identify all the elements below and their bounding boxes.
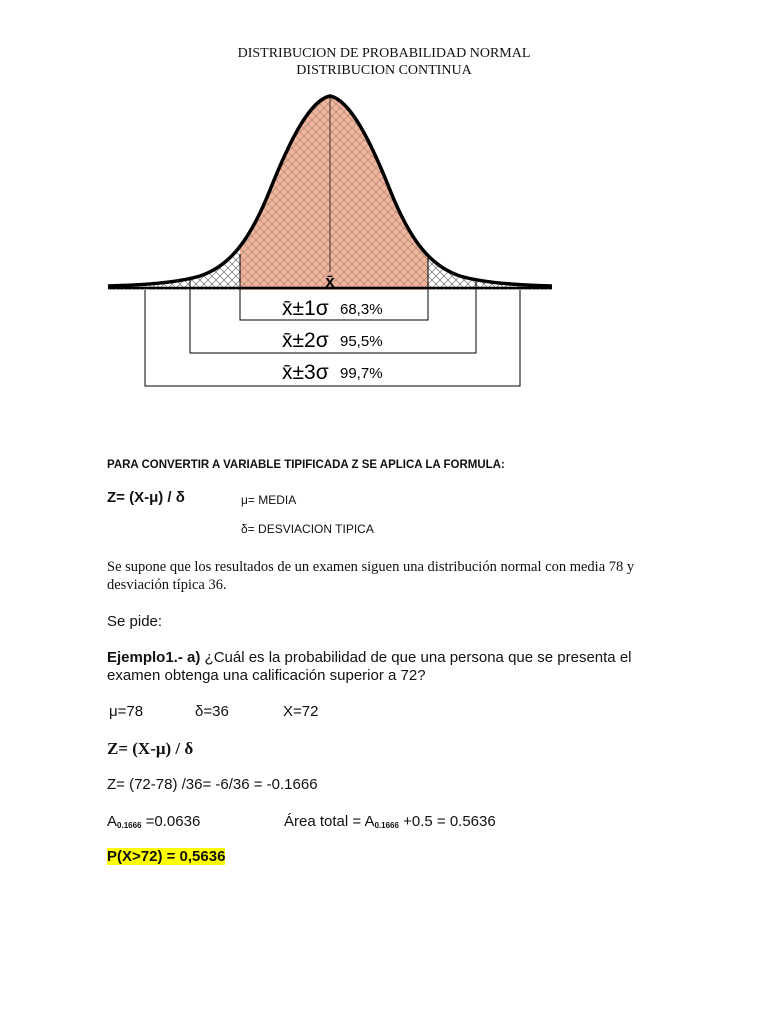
formula-intro: PARA CONVERTIR A VARIABLE TIPIFICADA Z SE APLICA LA FORMULA: (107, 459, 505, 471)
given-delta: δ=36 (195, 703, 229, 720)
example-question-text: ¿Cuál es la probabilidad de que una persona que se presenta el (200, 649, 632, 666)
band-two-sigma (190, 290, 476, 353)
band-one-sigma (240, 290, 428, 320)
result-probability: P(X>72) = 0,5636 (107, 848, 226, 865)
band-three-sigma-label: x̄±3σ (282, 361, 329, 384)
statement-line-2: desviación típica 36. (107, 577, 227, 593)
given-x: X=72 (283, 703, 319, 720)
z-calculation: Z= (72-78) /36= -6/36 = -0.1666 (107, 776, 318, 793)
mean-symbol: x̄ (325, 272, 335, 291)
example-question-line-2: examen obtenga una calificación superior a 72? (107, 667, 426, 684)
page-title: DISTRIBUCION DE PROBABILIDAD NORMAL (237, 46, 531, 61)
given-mu: μ=78 (109, 703, 144, 720)
area-value: $A_{0.1666} =0.0636$ (107, 813, 201, 830)
z-formula-repeat: Z= (X-μ) / δ (107, 739, 194, 758)
band-one-sigma-percent: 68,3% (340, 301, 383, 318)
band-two-sigma-label: x̄±2σ (282, 329, 329, 352)
normal-distribution-figure (0, 80, 768, 400)
band-one-sigma-label: x̄±1σ (282, 297, 329, 320)
example-question-line-1 (107, 649, 632, 666)
se-pide: Se pide: (107, 613, 163, 630)
page-subtitle: DISTRIBUCION CONTINUA (296, 63, 472, 78)
band-three-sigma-percent: 99,7% (340, 365, 383, 382)
z-formula: Z= (X-μ) / δ (107, 489, 185, 506)
example-label: Ejemplo1.- a) (107, 649, 201, 666)
statement-line-1: Se supone que los resultados de un examen siguen una distribución normal con media 78 y (107, 559, 635, 575)
band-three-sigma (145, 290, 520, 386)
total-area: Área total = $A_{0.1666} +0.5 = 0.5636$ (284, 813, 496, 830)
band-two-sigma-percent: 95,5% (340, 333, 383, 350)
mu-definition: μ= MEDIA (241, 493, 297, 507)
delta-definition: δ= DESVIACION TIPICA (241, 522, 374, 536)
